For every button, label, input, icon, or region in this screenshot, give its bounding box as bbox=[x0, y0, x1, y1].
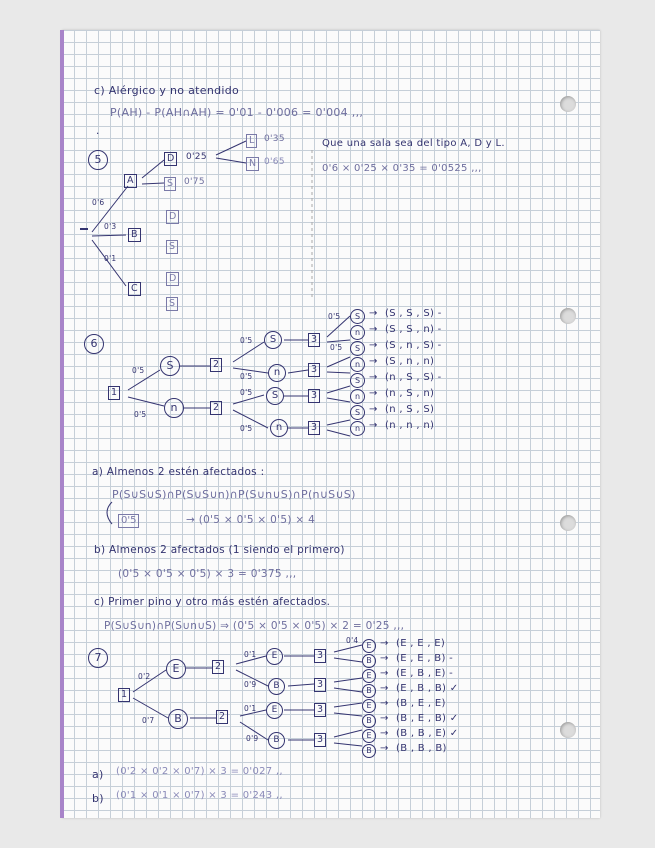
leaf-node: B bbox=[362, 714, 376, 728]
leaf-node: S bbox=[350, 405, 365, 420]
q6-node-s: S bbox=[266, 387, 284, 405]
leaf-outcome: (S , n , S) - bbox=[385, 340, 442, 351]
leaf-outcome: (S , S , S) - bbox=[385, 308, 442, 319]
q7-node-b: B bbox=[268, 678, 285, 695]
q7-node-3: 3 bbox=[314, 649, 326, 663]
q6-prob: 0'5 bbox=[132, 366, 145, 375]
q5-node-s3: S bbox=[166, 297, 178, 311]
q7-node-b: B bbox=[268, 732, 285, 749]
q6-a-title: a) Almenos 2 estén afectados : bbox=[92, 466, 265, 478]
leaf-outcome: (n , n , n) bbox=[385, 420, 435, 431]
leaf-outcome: (B , B , E) ✓ bbox=[396, 728, 459, 739]
q5-c-formula: P(AH) - P(AH∩AH) = 0'01 - 0'006 = 0'004 ,,, bbox=[110, 106, 364, 119]
q5-node-l: L bbox=[246, 134, 257, 148]
leaf-arrow-icon: → bbox=[380, 638, 389, 649]
q6-prob: 0'5 bbox=[240, 424, 253, 433]
q7-node-2: 2 bbox=[216, 710, 228, 724]
q7-prob-e: 0'2 bbox=[138, 672, 151, 681]
q6-a-formula: P(S∪S∪S)∩P(S∪S∪n)∩P(S∪n∪S)∩P(n∪S∪S) bbox=[112, 488, 356, 501]
q5-prob-c: 0'1 bbox=[104, 254, 117, 263]
leaf-node: B bbox=[362, 654, 376, 668]
q5-node-d2: D bbox=[166, 210, 179, 224]
q7-node-3: 3 bbox=[314, 678, 326, 692]
leaf-outcome: (n , S , n) bbox=[385, 388, 435, 399]
q7-node-1: 1 bbox=[118, 688, 130, 702]
q7-node-e: E bbox=[166, 659, 186, 679]
q7-node-3: 3 bbox=[314, 703, 326, 717]
leaf-outcome: (E , E , B) - bbox=[396, 653, 454, 664]
leaf-node: E bbox=[362, 669, 376, 683]
q6-prob: 0'5 bbox=[240, 388, 253, 397]
leaf-arrow-icon: → bbox=[369, 308, 378, 319]
leaf-arrow-icon: → bbox=[369, 372, 378, 383]
leaf-outcome: (B , B , B) bbox=[396, 743, 447, 754]
leaf-node: S bbox=[350, 309, 365, 324]
leaf-node: n bbox=[350, 421, 365, 436]
q6-a-calc: → (0'5 × 0'5 × 0'5) × 4 bbox=[186, 514, 316, 526]
q7-prob: 0'1 bbox=[244, 704, 257, 713]
q5-prob-b: 0'3 bbox=[104, 222, 117, 231]
q5-prob-a: 0'6 bbox=[92, 198, 105, 207]
q7-prob: 0'4 bbox=[346, 636, 359, 645]
leaf-node: E bbox=[362, 729, 376, 743]
q6-node-3: 3 bbox=[308, 333, 320, 347]
leaf-node: n bbox=[350, 357, 365, 372]
q5-root-box bbox=[80, 228, 88, 230]
q7-number: 7 bbox=[88, 648, 108, 668]
leaf-arrow-icon: → bbox=[369, 356, 378, 367]
leaf-outcome: (n , S , S) - bbox=[385, 372, 442, 383]
q6-node-3: 3 bbox=[308, 421, 320, 435]
q5-node-b: B bbox=[128, 228, 141, 242]
q6-prob: 0'5 bbox=[330, 343, 343, 352]
leaf-arrow-icon: → bbox=[369, 420, 378, 431]
q6-node-1: 1 bbox=[108, 386, 120, 400]
q5-node-d: D bbox=[164, 152, 177, 166]
leaf-outcome: (B , E , E) bbox=[396, 698, 446, 709]
leaf-node: E bbox=[362, 639, 376, 653]
q5-question: Que una sala sea del tipo A, D y L. bbox=[322, 138, 505, 149]
q7-prob: 0'9 bbox=[244, 680, 257, 689]
q6-node-s: S bbox=[264, 331, 282, 349]
leaf-arrow-icon: → bbox=[369, 324, 378, 335]
q7-b-calc: (0'1 × 0'1 × 0'7) × 3 = 0'243 ,, bbox=[116, 790, 283, 801]
leaf-arrow-icon: → bbox=[380, 728, 389, 739]
q5-node-a: A bbox=[124, 174, 137, 188]
leaf-node: n bbox=[350, 325, 365, 340]
q7-prob: 0'9 bbox=[246, 734, 259, 743]
q6-node-n: n bbox=[164, 398, 184, 418]
q5-prob-d: 0'25 bbox=[186, 152, 207, 162]
leaf-arrow-icon: → bbox=[369, 404, 378, 415]
q7-prob: 0'1 bbox=[244, 650, 257, 659]
q6-number: 6 bbox=[84, 334, 104, 354]
q5-node-s: S bbox=[164, 177, 176, 191]
q6-node-n: n bbox=[268, 364, 286, 382]
q7-a-label: a) bbox=[92, 768, 104, 781]
q6-node-2: 2 bbox=[210, 401, 222, 415]
q6-prob: 0'5 bbox=[240, 372, 253, 381]
leaf-outcome: (S , n , n) bbox=[385, 356, 435, 367]
q6-a-box: 0'5 bbox=[118, 514, 139, 528]
q5-node-s2: S bbox=[166, 240, 178, 254]
leaf-node: S bbox=[350, 373, 365, 388]
leaf-arrow-icon: → bbox=[380, 668, 389, 679]
q7-node-b: B bbox=[168, 709, 188, 729]
leaf-node: E bbox=[362, 699, 376, 713]
q6-prob: 0'5 bbox=[328, 312, 341, 321]
q5-prob-n: 0'65 bbox=[264, 157, 285, 167]
q5-c-title: c) Alérgico y no atendido bbox=[94, 84, 240, 97]
leaf-node: S bbox=[350, 341, 365, 356]
q7-node-2: 2 bbox=[212, 660, 224, 674]
q5-node-d3: D bbox=[166, 272, 179, 286]
q5-number: 5 bbox=[88, 150, 108, 170]
leaf-arrow-icon: → bbox=[369, 340, 378, 351]
q6-node-3: 3 bbox=[308, 389, 320, 403]
q7-node-e: E bbox=[266, 648, 283, 665]
q5-prob-l: 0'35 bbox=[264, 134, 285, 144]
leaf-outcome: (n , S , S) bbox=[385, 404, 435, 415]
leaf-arrow-icon: → bbox=[380, 653, 389, 664]
q5-node-n: N bbox=[246, 157, 259, 171]
q6-b-title: b) Almenos 2 afectados (1 siendo el primero) bbox=[94, 544, 345, 556]
q6-node-n: n bbox=[270, 419, 288, 437]
leaf-outcome: (S , S , n) - bbox=[385, 324, 442, 335]
q6-prob: 0'5 bbox=[134, 410, 147, 419]
leaf-outcome: (E , E , E) bbox=[396, 638, 446, 649]
q5-prob-s: 0'75 bbox=[184, 177, 205, 187]
leaf-outcome: (E , B , E) - bbox=[396, 668, 454, 679]
q6-c-title: c) Primer pino y otro más estén afectados. bbox=[94, 596, 331, 608]
q6-node-s: S bbox=[160, 356, 180, 376]
leaf-node: B bbox=[362, 684, 376, 698]
q6-node-2: 2 bbox=[210, 358, 222, 372]
q6-b-calc: (0'5 × 0'5 × 0'5) × 3 = 0'375 ,,, bbox=[118, 568, 297, 580]
leaf-arrow-icon: → bbox=[369, 388, 378, 399]
q7-prob-b: 0'7 bbox=[142, 716, 155, 725]
leaf-outcome: (E , B , B) ✓ bbox=[396, 683, 459, 694]
q7-node-3: 3 bbox=[314, 733, 326, 747]
q6-c-calc: P(S∪S∪n)∩P(S∪n∪S) ⇒ (0'5 × 0'5 × 0'5) × 2 = 0'25 ,,, bbox=[104, 620, 405, 632]
q7-a-calc: (0'2 × 0'2 × 0'7) × 3 = 0'027 ,, bbox=[116, 766, 283, 777]
leaf-arrow-icon: → bbox=[380, 713, 389, 724]
q5-node-c: C bbox=[128, 282, 141, 296]
q7-b-label: b) bbox=[92, 792, 104, 805]
leaf-arrow-icon: → bbox=[380, 698, 389, 709]
q5-answer: 0'6 × 0'25 × 0'35 = 0'0525 ,,, bbox=[322, 163, 482, 174]
leaf-node: B bbox=[362, 744, 376, 758]
q7-node-e: E bbox=[266, 702, 283, 719]
q6-node-3: 3 bbox=[308, 363, 320, 377]
leaf-arrow-icon: → bbox=[380, 743, 389, 754]
leaf-outcome: (B , E , B) ✓ bbox=[396, 713, 459, 724]
q6-prob: 0'5 bbox=[240, 336, 253, 345]
leaf-node: n bbox=[350, 389, 365, 404]
bullet-dot: · bbox=[96, 128, 100, 140]
leaf-arrow-icon: → bbox=[380, 683, 389, 694]
